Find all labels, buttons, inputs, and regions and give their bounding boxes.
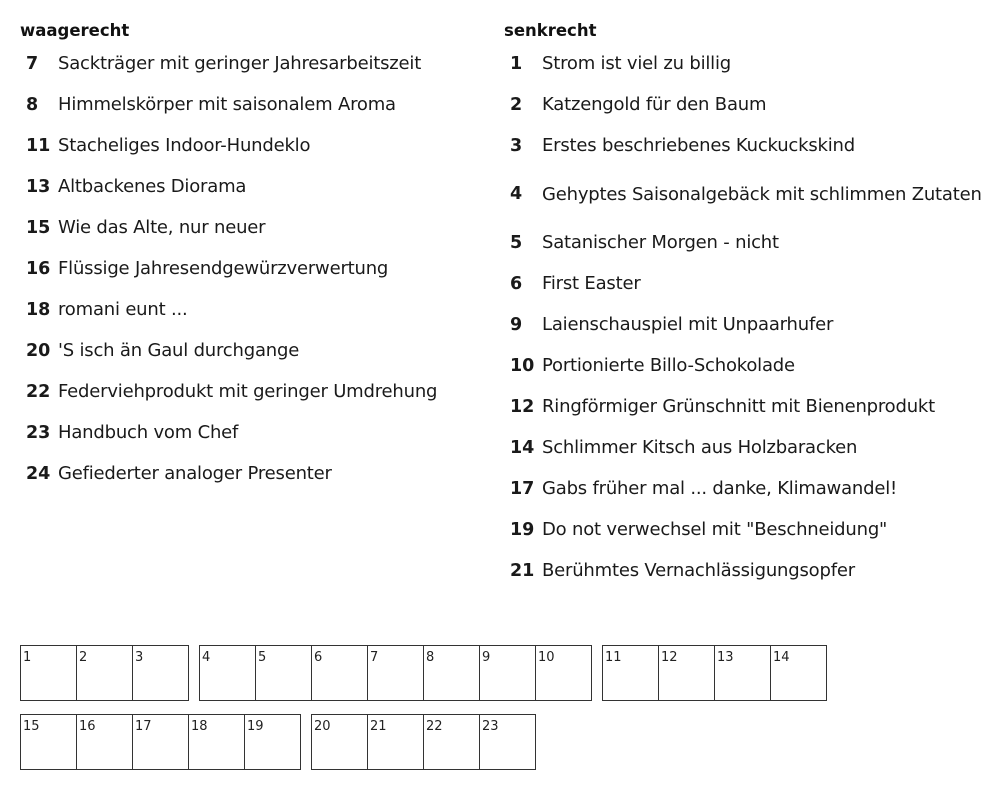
clue-text: Schlimmer Kitsch aus Holzbaracken xyxy=(542,437,858,458)
clue-number: 12 xyxy=(510,396,535,417)
clue-number: 13 xyxy=(26,176,51,197)
letter-box[interactable] xyxy=(77,646,133,700)
across-heading: waagerecht xyxy=(20,21,130,40)
box-number: 11 xyxy=(605,650,622,665)
clue-number: 16 xyxy=(26,258,51,279)
box-number: 16 xyxy=(79,719,96,734)
clue-number: 18 xyxy=(26,299,51,320)
clue-text: 'S isch än Gaul durchgange xyxy=(58,340,300,361)
clue-text: Flüssige Jahresendgewürzverwertung xyxy=(58,258,389,279)
clue-item xyxy=(20,412,490,453)
across-clue-list xyxy=(20,43,490,494)
clue-item xyxy=(20,207,490,248)
clue-text: Himmelskörper mit saisonalem Aroma xyxy=(58,94,396,115)
clue-number: 15 xyxy=(26,217,51,238)
letter-box[interactable] xyxy=(603,646,659,700)
clue-text: First Easter xyxy=(542,273,641,294)
clue-number: 20 xyxy=(26,340,51,361)
clue-number: 14 xyxy=(510,437,535,458)
letter-box[interactable] xyxy=(133,715,189,769)
clue-text: Strom ist viel zu billig xyxy=(542,53,731,74)
clue-item xyxy=(504,550,984,591)
box-number: 13 xyxy=(717,650,734,665)
box-number: 17 xyxy=(135,719,152,734)
clue-item xyxy=(504,427,984,468)
clue-item xyxy=(504,345,984,386)
clue-text: Do not verwechsel mit "Beschneidung" xyxy=(542,519,888,540)
box-number: 1 xyxy=(23,650,32,665)
clue-number: 2 xyxy=(510,94,523,115)
grid-row xyxy=(20,714,546,770)
clue-item xyxy=(20,84,490,125)
down-clues-section xyxy=(504,20,984,591)
clue-number: 3 xyxy=(510,135,523,156)
letter-box[interactable] xyxy=(480,715,535,769)
box-number: 23 xyxy=(482,719,499,734)
letter-box[interactable] xyxy=(480,646,536,700)
clue-number: 10 xyxy=(510,355,535,376)
letter-box[interactable] xyxy=(659,646,715,700)
box-number: 3 xyxy=(135,650,144,665)
clue-text: Portionierte Billo-Schokolade xyxy=(542,355,795,376)
box-number: 18 xyxy=(191,719,208,734)
clue-item xyxy=(20,43,490,84)
clue-item xyxy=(20,248,490,289)
box-number: 8 xyxy=(426,650,435,665)
letter-box[interactable] xyxy=(21,715,77,769)
clue-number: 19 xyxy=(510,519,535,540)
clue-text: romani eunt ... xyxy=(58,299,188,320)
clue-item xyxy=(504,84,984,125)
letter-box[interactable] xyxy=(771,646,826,700)
clue-number: 7 xyxy=(26,53,39,74)
letter-box[interactable] xyxy=(312,715,368,769)
clue-text: Gabs früher mal ... danke, Klimawandel! xyxy=(542,478,898,499)
grid-row xyxy=(20,645,837,701)
clue-number: 4 xyxy=(510,184,523,204)
down-heading: senkrecht xyxy=(504,21,597,40)
clue-text: Gefiederter analoger Presenter xyxy=(58,463,332,484)
clue-text: Federviehprodukt mit geringer Umdrehung xyxy=(58,381,438,402)
clue-text: Sackträger mit geringer Jahresarbeitszeit xyxy=(58,53,422,74)
clue-item xyxy=(504,468,984,509)
letter-box[interactable] xyxy=(133,646,188,700)
clue-text: Altbackenes Diorama xyxy=(58,176,247,197)
box-number: 14 xyxy=(773,650,790,665)
letter-box[interactable] xyxy=(715,646,771,700)
box-number: 9 xyxy=(482,650,491,665)
box-number: 7 xyxy=(370,650,379,665)
clue-number: 1 xyxy=(510,53,523,74)
box-number: 19 xyxy=(247,719,264,734)
clue-item xyxy=(504,304,984,345)
clue-item xyxy=(504,222,984,263)
letter-box[interactable] xyxy=(256,646,312,700)
letter-box[interactable] xyxy=(245,715,300,769)
clue-item xyxy=(504,166,984,222)
clue-number: 23 xyxy=(26,422,51,443)
clue-number: 17 xyxy=(510,478,535,499)
word-group xyxy=(311,714,536,770)
word-group xyxy=(20,645,189,701)
down-clue-list xyxy=(504,43,984,591)
word-group xyxy=(199,645,592,701)
clue-item xyxy=(20,125,490,166)
clue-text: Stacheliges Indoor-Hundeklo xyxy=(58,135,311,156)
box-number: 2 xyxy=(79,650,88,665)
clue-item xyxy=(504,386,984,427)
box-number: 10 xyxy=(538,650,555,665)
clue-item xyxy=(20,289,490,330)
clue-item xyxy=(20,371,490,412)
letter-box[interactable] xyxy=(21,646,77,700)
box-number: 22 xyxy=(426,719,443,734)
letter-box[interactable] xyxy=(424,715,480,769)
box-number: 20 xyxy=(314,719,331,734)
clue-item xyxy=(504,43,984,84)
clue-text: Wie das Alte, nur neuer xyxy=(58,217,266,238)
clue-text: Ringförmiger Grünschnitt mit Bienenprodukt xyxy=(542,396,936,417)
clue-item xyxy=(20,330,490,371)
clue-item xyxy=(504,263,984,304)
clue-item xyxy=(20,166,490,207)
box-number: 6 xyxy=(314,650,323,665)
clue-text: Erstes beschriebenes Kuckuckskind xyxy=(542,135,855,156)
box-number: 12 xyxy=(661,650,678,665)
clue-item xyxy=(20,453,490,494)
letter-box[interactable] xyxy=(312,646,368,700)
clue-text: Katzengold für den Baum xyxy=(542,94,767,115)
clue-text: Handbuch vom Chef xyxy=(58,422,239,443)
letter-box[interactable] xyxy=(368,646,424,700)
letter-box[interactable] xyxy=(77,715,133,769)
clue-number: 6 xyxy=(510,273,523,294)
clue-number: 22 xyxy=(26,381,51,402)
letter-box[interactable] xyxy=(536,646,591,700)
word-group xyxy=(20,714,301,770)
clue-number: 21 xyxy=(510,560,535,581)
letter-box[interactable] xyxy=(200,646,256,700)
across-clues-section xyxy=(20,20,490,494)
clue-text: Gehyptes Saisonalgebäck mit schlimmen Zutaten xyxy=(542,183,982,205)
letter-box[interactable] xyxy=(189,715,245,769)
clue-item xyxy=(504,125,984,166)
box-number: 21 xyxy=(370,719,387,734)
clue-number: 11 xyxy=(26,135,51,156)
letter-box[interactable] xyxy=(424,646,480,700)
clue-text: Berühmtes Vernachlässigungsopfer xyxy=(542,560,855,581)
box-number: 5 xyxy=(258,650,267,665)
box-number: 4 xyxy=(202,650,211,665)
clue-number: 24 xyxy=(26,463,51,484)
clue-number: 9 xyxy=(510,314,523,335)
clue-number: 5 xyxy=(510,232,523,253)
letter-box[interactable] xyxy=(368,715,424,769)
word-group xyxy=(602,645,827,701)
box-number: 15 xyxy=(23,719,40,734)
clue-text: Satanischer Morgen - nicht xyxy=(542,232,779,253)
clue-item xyxy=(504,509,984,550)
clue-number: 8 xyxy=(26,94,39,115)
clue-text: Laienschauspiel mit Unpaarhufer xyxy=(542,314,834,335)
